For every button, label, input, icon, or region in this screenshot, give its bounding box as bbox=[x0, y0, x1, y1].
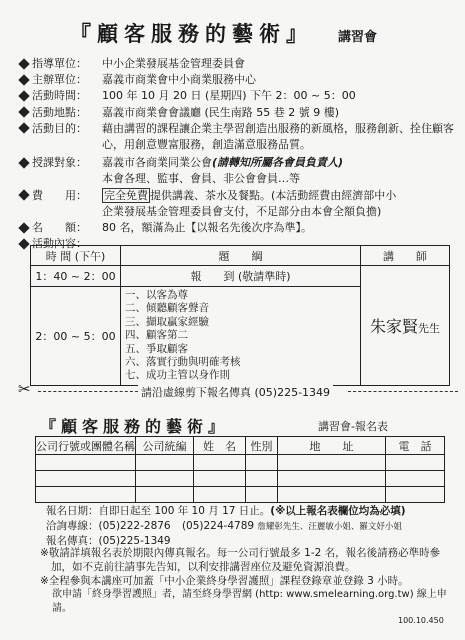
reg-cell[interactable] bbox=[36, 471, 136, 487]
diamond-bullet-icon bbox=[18, 123, 29, 134]
fax-number: (05)225-1349 bbox=[98, 535, 171, 548]
info-content: 活動內容： bbox=[18, 236, 458, 252]
schedule-table bbox=[30, 245, 450, 386]
page-title: 『顧客服務的藝術』 bbox=[70, 22, 313, 46]
speaker-title: 先生 bbox=[418, 321, 440, 335]
reg-cell[interactable] bbox=[386, 471, 445, 487]
audience-emphasis: (請轉知所屬各會員負責人) bbox=[212, 156, 344, 170]
reg-cell[interactable] bbox=[136, 471, 194, 487]
registration-notes bbox=[46, 504, 456, 549]
reg-cell[interactable] bbox=[386, 455, 445, 471]
reg-header-company: 公司行號或團體名稱 bbox=[36, 437, 136, 455]
form-title: 『顧客服務的藝術』 bbox=[40, 417, 230, 436]
free-badge: 完全免費 bbox=[104, 188, 148, 202]
note-apply: 欲申請「終身學習護照」者，請至終身學習網 (http: www.smelearning.org.tw) 線上申請。 bbox=[52, 589, 447, 614]
schedule-topic-checkin: 報 到 (敬請準時) bbox=[121, 266, 361, 287]
list-item: 五、爭取顧客 bbox=[125, 342, 188, 355]
event-info bbox=[18, 56, 458, 252]
info-fee: 費 用： 完全免費 提供講義、茶水及餐點。(本活動經費由經濟部中小 企業發展基金管理委員會支付，不足部分由本會全額負擔) bbox=[18, 188, 458, 220]
list-item: 六、落實行動與明確考核 bbox=[125, 356, 241, 369]
deadline-row: 報名日期：自即日起至 100 年 10 月 17 日止。(※以上報名表欄位均為必填) bbox=[46, 505, 406, 517]
info-quota: 名 額： 80 名，額滿為止【以報名先後次序為準】。 bbox=[18, 220, 458, 236]
diamond-bullet-icon bbox=[18, 106, 29, 117]
table-row bbox=[36, 471, 445, 487]
document-number: 100.10.450 bbox=[398, 616, 444, 625]
schedule-header-speaker: 講 師 bbox=[361, 246, 450, 266]
reg-cell[interactable] bbox=[246, 487, 278, 503]
reg-cell[interactable] bbox=[36, 487, 136, 503]
cut-line-text: 請沿虛線剪下報名傳真 (05)225-1349 bbox=[138, 384, 333, 400]
diamond-bullet-icon bbox=[18, 90, 29, 101]
schedule-topics bbox=[121, 287, 361, 386]
reg-cell[interactable] bbox=[278, 455, 386, 471]
form-header bbox=[40, 414, 460, 436]
info-organizer: 主辦單位： 嘉義市商業會中小商業服務中心 bbox=[18, 72, 458, 88]
reg-header-gender: 性別 bbox=[246, 437, 278, 455]
scissors-icon: ✂ bbox=[18, 380, 31, 398]
flyer-header bbox=[0, 18, 465, 52]
list-item: 七、成功主管以身作則 bbox=[125, 369, 230, 382]
diamond-bullet-icon bbox=[18, 74, 29, 85]
info-guidance: 指導單位： 中小企業發展基金管理委員會 bbox=[18, 56, 458, 72]
phone-number: (05)224-4789 bbox=[181, 519, 255, 532]
info-time: 活動時間： 100 年 10 月 20 日 (星期四) 下午 2：00 ~ 5：00 bbox=[18, 88, 458, 104]
info-purpose: 活動目的： 藉由講習的課程讓企業主學習創造出服務的新風格，服務創新、拴住顧客心，用創意豐富服務，創造滿意服務品質。 bbox=[18, 121, 458, 153]
reg-header-address: 地 址 bbox=[278, 437, 386, 455]
page-subtitle: 講習會 bbox=[338, 30, 378, 45]
schedule-header-topic: 題 綱 bbox=[121, 246, 361, 266]
form-subtitle: 講習會-報名表 bbox=[318, 420, 388, 433]
diamond-bullet-icon bbox=[18, 157, 29, 168]
reg-cell[interactable] bbox=[194, 455, 246, 471]
required-note: (※以上報名表欄位均為必填) bbox=[270, 505, 406, 517]
diamond-bullet-icon bbox=[18, 58, 29, 69]
reg-cell[interactable] bbox=[246, 471, 278, 487]
schedule-header-time: 時 間 (下午) bbox=[31, 246, 121, 266]
speaker-cell bbox=[361, 266, 450, 386]
note-passport: ※全程參與本講座可加蓋「中小企業終身學習護照」課程登錄章並登錄 3 小時。 bbox=[40, 575, 409, 587]
reg-cell[interactable] bbox=[278, 471, 386, 487]
table-row bbox=[36, 487, 445, 503]
list-item: 一、以客為尊 bbox=[125, 289, 188, 301]
schedule-time-checkin: 1：40 ~ 2：00 bbox=[31, 266, 121, 287]
diamond-bullet-icon bbox=[18, 222, 29, 233]
reg-cell[interactable] bbox=[36, 455, 136, 471]
extra-notes bbox=[40, 546, 456, 616]
info-location: 活動地點： 嘉義市商業會會議廳 (民生南路 55 巷 2 號 9 樓) bbox=[18, 105, 458, 121]
schedule-time-main: 2：00 ~ 5：00 bbox=[31, 287, 121, 386]
reg-header-tax-id: 公司統編 bbox=[136, 437, 194, 455]
reg-cell[interactable] bbox=[194, 487, 246, 503]
registration-table bbox=[35, 436, 445, 503]
fax-row: 報名傳真：(05)225-1349 bbox=[46, 535, 171, 548]
reg-header-phone: 電 話 bbox=[386, 437, 445, 455]
phone-row: 洽詢專線：(05)222-2876 (05)224-4789 詹耀彰先生、汪麗敏小姐、羅文妤小姐 bbox=[46, 519, 402, 532]
reg-cell[interactable] bbox=[136, 455, 194, 471]
note-registration: ※敬請詳填報名表於期限內傳真報名。每一公司行號最多 1-2 名，報名後請務必準時參加，如不克前往請事先告知，以利安排講習座位及避免資源浪費。 bbox=[40, 547, 441, 573]
phone-number: (05)222-2876 bbox=[98, 519, 171, 532]
contact-persons: 詹耀彰先生、汪麗敏小姐、羅文妤小姐 bbox=[257, 521, 402, 532]
list-item: 四、顧客第二 bbox=[125, 329, 188, 342]
reg-cell[interactable] bbox=[136, 487, 194, 503]
list-item: 三、擷取贏家經驗 bbox=[125, 315, 209, 328]
reg-cell[interactable] bbox=[194, 471, 246, 487]
table-row bbox=[36, 455, 445, 471]
reg-header-name: 姓 名 bbox=[194, 437, 246, 455]
speaker-name: 朱家賢 bbox=[369, 316, 418, 336]
reg-cell[interactable] bbox=[246, 455, 278, 471]
list-item: 二、傾聽顧客聲音 bbox=[125, 302, 209, 315]
reg-cell[interactable] bbox=[386, 487, 445, 503]
cut-line bbox=[18, 380, 458, 399]
diamond-bullet-icon bbox=[18, 238, 29, 249]
diamond-bullet-icon bbox=[18, 189, 29, 200]
info-audience: 授課對象： 嘉義市各商業同業公會(請轉知所屬各會員負責人) 本會各理、監事、會員、非公會會員…等 bbox=[18, 155, 458, 187]
reg-cell[interactable] bbox=[278, 487, 386, 503]
